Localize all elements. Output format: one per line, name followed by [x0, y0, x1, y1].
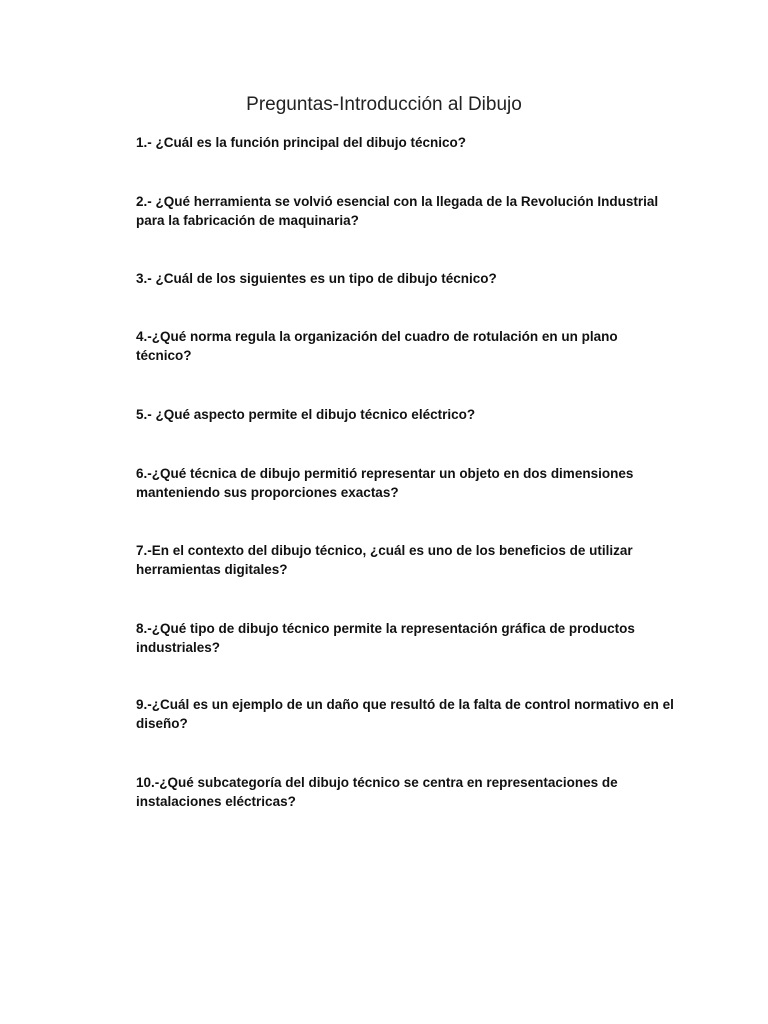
- question-4: 4.-¿Qué norma regula la organización del cuadro de rotulación en un plano técnico?: [136, 329, 618, 363]
- question-8: 8.-¿Qué tipo de dibujo técnico permite la representación gráfica de productos industriales?: [136, 621, 635, 655]
- question-10: 10.-¿Qué subcategoría del dibujo técnico se centra en representaciones de instalaciones eléctricas?: [136, 775, 618, 809]
- question-2: 2.- ¿Qué herramienta se volvió esencial con la llegada de la Revolución Industrial para la fabricación de maquinaria?: [136, 194, 659, 228]
- question-9: 9.-¿Cuál es un ejemplo de un daño que resultó de la falta de control normativo en el diseño?: [136, 697, 674, 731]
- question-1: 1.- ¿Cuál es la función principal del dibujo técnico?: [136, 135, 467, 150]
- question-7: 7.-En el contexto del dibujo técnico, ¿cuál es uno de los beneficios de utilizar herramientas digitales?: [136, 543, 633, 577]
- question-5: 5.- ¿Qué aspecto permite el dibujo técnico eléctrico?: [136, 407, 476, 422]
- document-title: Preguntas-Introducción al Dibujo: [246, 94, 522, 115]
- question-6: 6.-¿Qué técnica de dibujo permitió representar un objeto en dos dimensiones manteniendo sus proporciones exactas?: [136, 466, 634, 500]
- question-3: 3.- ¿Cuál de los siguientes es un tipo de dibujo técnico?: [136, 271, 497, 286]
